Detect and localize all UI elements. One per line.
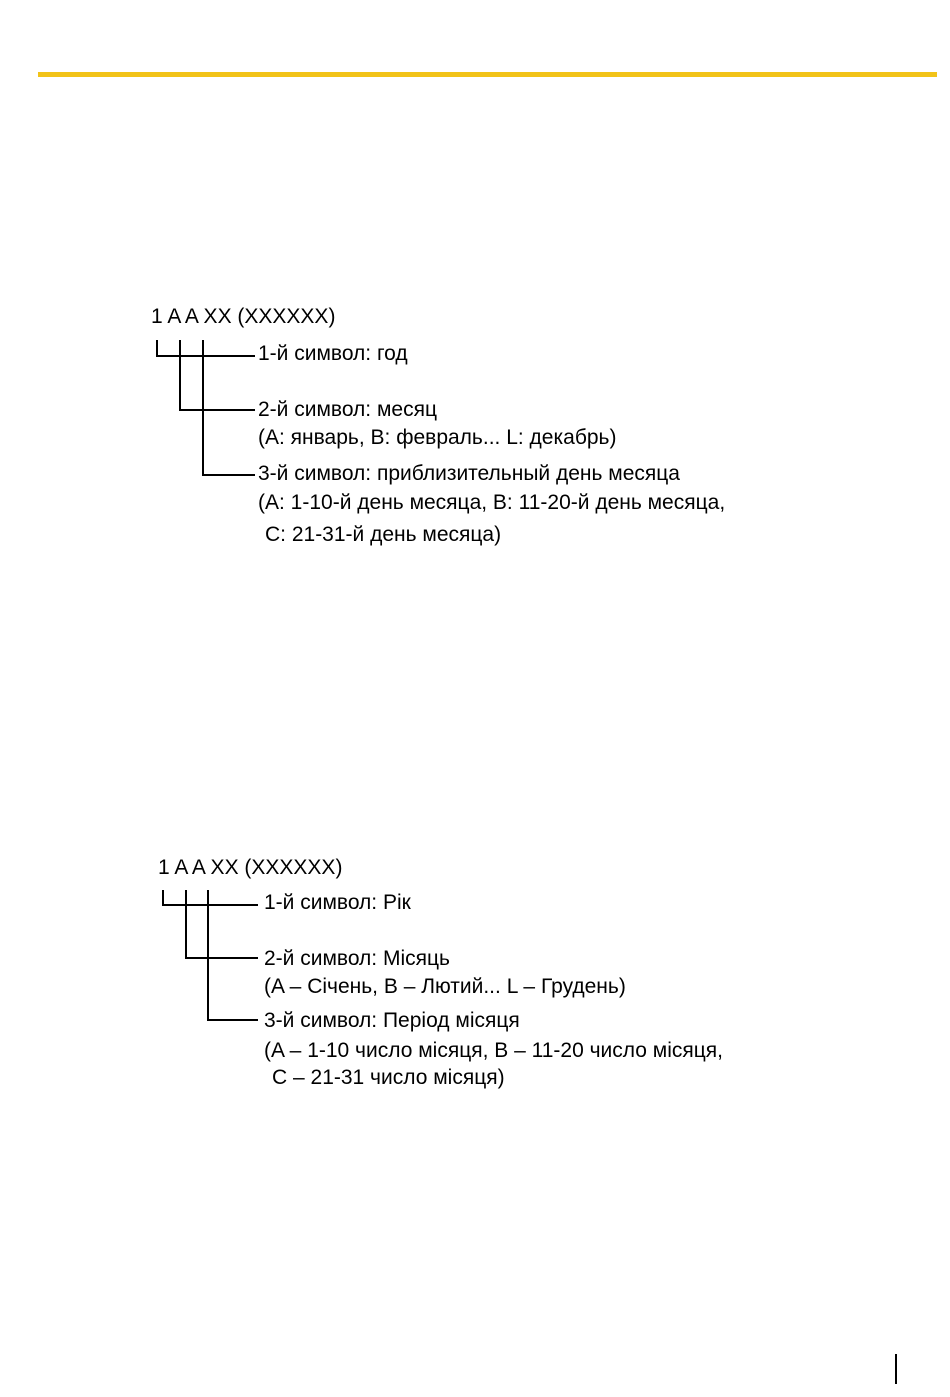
char3-detail-line2-uk: C – 21-31 число місяця) bbox=[272, 1066, 505, 1089]
char1-label-ru: 1-й символ: год bbox=[258, 342, 408, 365]
char3-detail-line1-ru: (A: 1-10-й день месяца, B: 11-20-й день месяца, bbox=[258, 491, 726, 514]
char3-detail-line2-ru: C: 21-31-й день месяца) bbox=[265, 523, 502, 546]
char1-label-uk: 1-й символ: Рік bbox=[264, 891, 411, 914]
page-edge-marker bbox=[895, 1354, 897, 1384]
char3-label-ru: 3-й символ: приблизительный день месяца bbox=[258, 462, 680, 485]
char2-label-uk: 2-й символ: Місяць bbox=[264, 947, 450, 970]
code-format-ru: 1 A A XX (XXXXXX) bbox=[151, 305, 336, 328]
connector-char2-uk bbox=[186, 890, 258, 958]
char3-detail-line1-uk: (A – 1-10 число місяця, B – 11-20 число місяця, bbox=[264, 1039, 723, 1062]
code-format-uk: 1 A A XX (XXXXXX) bbox=[158, 856, 343, 879]
char2-detail-ru: (A: январь, B: февраль... L: декабрь) bbox=[258, 426, 617, 449]
char3-label-uk: 3-й символ: Період місяця bbox=[264, 1009, 520, 1032]
char2-label-ru: 2-й символ: месяц bbox=[258, 398, 437, 421]
connector-char3-uk bbox=[208, 890, 258, 1020]
connector-char1-uk bbox=[163, 890, 258, 905]
char2-detail-uk: (A – Січень, B – Лютий... L – Грудень) bbox=[264, 975, 626, 998]
